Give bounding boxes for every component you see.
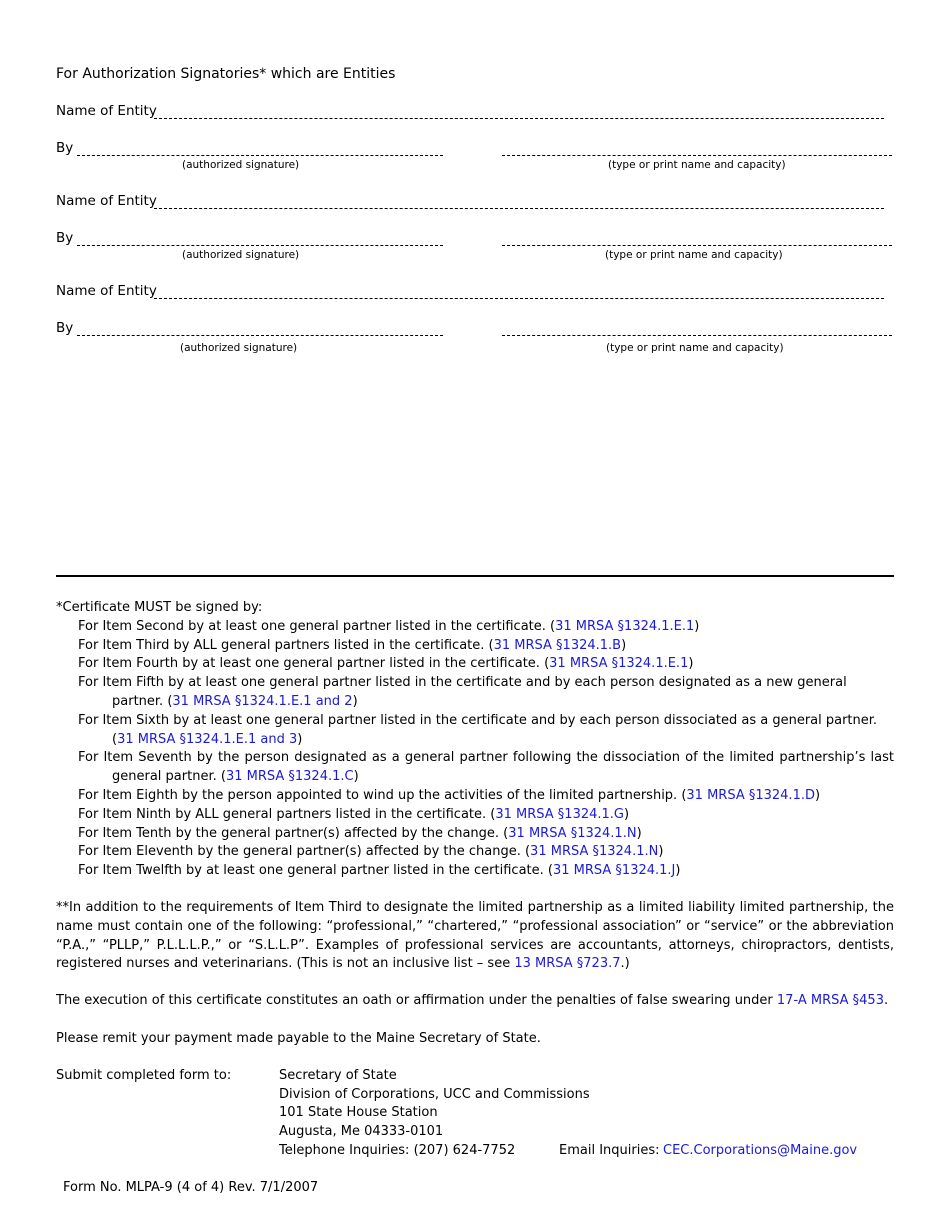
printed-name-field[interactable] (502, 245, 892, 246)
statute-link[interactable]: 31 MRSA §1324.1.N (508, 825, 637, 841)
entity-name-field[interactable] (154, 208, 884, 209)
statute-link[interactable]: 31 MRSA §1324.1.E.1 and 3 (117, 731, 298, 747)
requirement-item: For Item Ninth by ALL general partners listed in the certificate. (31 MRSA §1324.1.G) (78, 806, 630, 822)
name-caption: (type or print name and capacity) (606, 342, 784, 354)
requirement-item: For Item Fifth by at least one general partner listed in the certificate and by each person designated as a new general partner. (31 MRSA §1324.1.E.1 and 2) (78, 675, 847, 709)
requirement-item: For Item Tenth by the general partner(s) affected by the change. (31 MRSA §1324.1.N) (78, 825, 642, 841)
by-label: By (56, 140, 74, 156)
section-divider (56, 575, 894, 577)
requirement-item: For Item Twelfth by at least one general partner listed in the certificate. (31 MRSA §1324.1.J) (78, 863, 681, 879)
address-line: Augusta, Me 04333-0101 (279, 1124, 444, 1139)
address-line: Division of Corporations, UCC and Commissions (279, 1087, 590, 1102)
entity-name-label: Name of Entity (56, 103, 157, 119)
submit-label: Submit completed form to: (56, 1068, 232, 1083)
statute-link[interactable]: 17-A MRSA §453 (776, 993, 884, 1008)
requirement-item: For Item Eighth by the person appointed to wind up the activities of the limited partnership. (31 MRSA §1324.1.D) (78, 787, 821, 803)
section-header: For Authorization Signatories* which are Entities (56, 66, 396, 82)
signing-requirements (56, 599, 894, 881)
statute-link[interactable]: 31 MRSA §1324.1.E.1 and 2 (172, 693, 353, 709)
requirement-item: For Item Third by ALL general partners listed in the certificate. (31 MRSA §1324.1.B) (78, 637, 627, 653)
form-number: Form No. MLPA-9 (4 of 4) Rev. 7/1/2007 (63, 1180, 319, 1195)
address-line: Secretary of State (279, 1068, 397, 1083)
statute-link[interactable]: 31 MRSA §1324.1.N (530, 844, 659, 860)
llp-name-note: **In addition to the requirements of Item Third to designate the limited partnership as a limited liability limited partnership, the name must contain one of the following: “professional,” “chartered,” “professional association” or “service” or the abbreviation “P.A.,” “PLLP,” P.L.L.L.P.,” or “S.L.L.P”. Examples of professional services are accountants, attorneys, chiropractors, dentists, registered nurses and veterinarians. (This is not an inclusive list – see 13 MRSA §723.7.) (56, 900, 894, 972)
authorized-signature-field[interactable] (77, 335, 443, 336)
requirement-item: For Item Fourth by at least one general partner listed in the certificate. (31 MRSA §1324.1.E.1) (78, 656, 694, 672)
email-link[interactable]: CEC.Corporations@Maine.gov (663, 1143, 858, 1158)
by-label: By (56, 230, 74, 246)
requirement-item: For Item Eleventh by the general partner(s) affected by the change. (31 MRSA §1324.1.N) (78, 844, 664, 860)
payment-instruction: Please remit your payment made payable to the Maine Secretary of State. (56, 1031, 541, 1046)
printed-name-field[interactable] (502, 155, 892, 156)
oath-statement: The execution of this certificate constitutes an oath or affirmation under the penalties of false swearing under 17-A MRSA §453. (56, 993, 889, 1008)
entity-name-field[interactable] (154, 298, 884, 299)
telephone-inquiries: Telephone Inquiries: (207) 624-7752 (279, 1143, 516, 1158)
entity-name-label: Name of Entity (56, 283, 157, 299)
statute-link[interactable]: 31 MRSA §1324.1.B (493, 637, 622, 653)
statute-link[interactable]: 31 MRSA §1324.1.J (552, 863, 676, 879)
name-caption: (type or print name and capacity) (605, 249, 783, 261)
requirement-item: For Item Seventh by the person designated as a general partner following the dissociation of the limited partnership’s last general partner. (31 MRSA §1324.1.C) (78, 750, 894, 785)
statute-link[interactable]: 31 MRSA §1324.1.E.1 (549, 656, 689, 672)
by-label: By (56, 320, 74, 336)
requirement-item: For Item Second by at least one general partner listed in the certificate. (31 MRSA §1324.1.E.1) (78, 618, 700, 634)
authorized-signature-field[interactable] (77, 245, 443, 246)
signature-caption: (authorized signature) (180, 342, 298, 354)
entity-name-label: Name of Entity (56, 193, 157, 209)
address-line: 101 State House Station (279, 1105, 438, 1120)
requirement-item: For Item Sixth by at least one general partner listed in the certificate and by each person dissociated as a general partner. (31 MRSA §1324.1.E.1 and 3) (78, 712, 878, 747)
statute-link[interactable]: 31 MRSA §1324.1.C (225, 769, 354, 785)
email-label: Email Inquiries: (559, 1143, 660, 1158)
signature-caption: (authorized signature) (182, 249, 300, 261)
signature-caption: (authorized signature) (182, 159, 300, 171)
statute-link[interactable]: 31 MRSA §1324.1.G (495, 806, 624, 822)
statute-link[interactable]: 31 MRSA §1324.1.E.1 (555, 618, 695, 634)
name-caption: (type or print name and capacity) (608, 159, 786, 171)
requirements-intro: *Certificate MUST be signed by: (56, 600, 263, 615)
statute-link[interactable]: 31 MRSA §1324.1.D (686, 787, 815, 803)
statute-link[interactable]: 13 MRSA §723.7 (514, 956, 621, 972)
authorized-signature-field[interactable] (77, 155, 443, 156)
entity-name-field[interactable] (154, 118, 884, 119)
printed-name-field[interactable] (502, 335, 892, 336)
